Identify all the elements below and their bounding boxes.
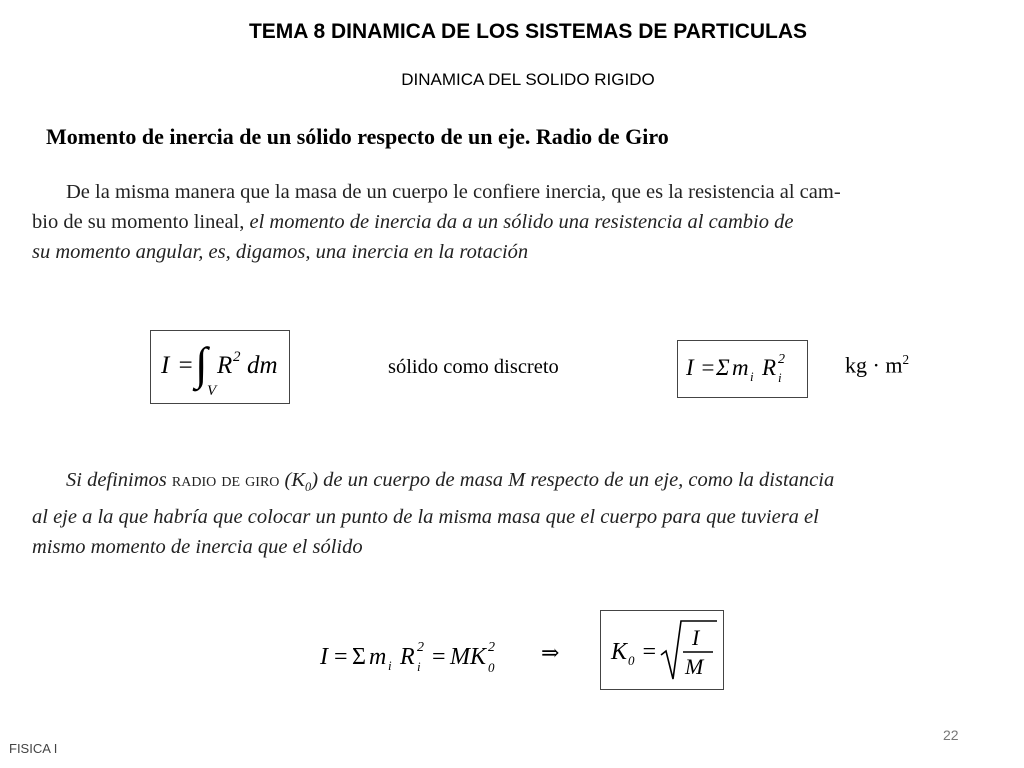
radius-line-1-b: ( (279, 469, 292, 491)
intro-line-2-normal: bio de su momento lineal, (32, 211, 250, 233)
discrete-r-exponent: 2 (778, 352, 785, 367)
bottom-equals-2: = (432, 644, 446, 670)
bottom-sum-sign: Σ (352, 644, 366, 670)
discrete-r: R (762, 355, 777, 380)
radius-of-gyration-formula (601, 611, 723, 689)
k0-equals: = (641, 639, 658, 665)
integral-equals: = (177, 352, 194, 379)
radius-line-1 (32, 465, 1000, 502)
radius-line-1-c: ) de un cuerpo de masa M respecto de un eje, como la distancia (311, 469, 835, 491)
radius-k-sub: 0 (305, 480, 312, 495)
integral-formula (151, 331, 289, 403)
intro-line-1: De la misma manera que la masa de un cuerpo le confiere inercia, que es la resistencia al cam- (66, 181, 841, 203)
bottom-m-sub: i (388, 658, 392, 673)
units-exponent: 2 (902, 352, 910, 367)
bottom-r-exponent: 2 (417, 640, 424, 655)
footer-course-label: FISICA I (9, 741, 58, 756)
discrete-m-sub: i (750, 369, 754, 384)
discrete-equals: = (700, 355, 716, 380)
bottom-mk: MK (450, 644, 486, 670)
sqrt-denominator: M (685, 654, 704, 679)
section-heading: Momento de inercia de un sólido respecto de un eje. Radio de Giro (46, 124, 669, 149)
intro-line-2 (32, 207, 1000, 237)
radius-equation-svg (318, 636, 548, 680)
integral-dm: dm (247, 352, 278, 379)
radius-k: K (291, 469, 306, 491)
radius-equation (318, 636, 548, 687)
units-kg: kg (845, 352, 867, 378)
radius-line-3: mismo momento de inercia que el sólido (32, 536, 363, 559)
slide-subtitle: DINAMICA DEL SOLIDO RIGIDO (401, 70, 655, 89)
bottom-r: R (400, 644, 415, 670)
page-number: 22 (943, 727, 959, 743)
units-dot: · (872, 352, 880, 378)
discrete-formula-box (677, 340, 808, 398)
sqrt-numerator: I (692, 625, 700, 650)
discrete-lhs: I (686, 355, 694, 380)
discrete-r-sub: i (778, 370, 782, 385)
units-m: m (885, 352, 903, 378)
integral-exponent: 2 (233, 349, 241, 365)
intro-paragraph (32, 177, 1000, 267)
k0-symbol: K (611, 639, 628, 665)
slide-title: TEMA 8 DINAMICA DE LOS SISTEMAS DE PARTICULAS (248, 20, 808, 43)
radius-of-gyration-box (600, 610, 724, 690)
solid-discrete-label: sólido como discreto (388, 356, 559, 378)
integral-r: R (217, 352, 233, 379)
bottom-equals-1: = (334, 644, 348, 670)
integral-sign: ∫ (195, 338, 208, 389)
bottom-k-sub: 0 (488, 660, 495, 675)
integral-formula-box (150, 330, 290, 404)
discrete-m: m (732, 355, 749, 380)
intro-line-2-italic: el momento de inercia da a un sólido una resistencia al cambio de (249, 211, 794, 233)
radius-term: radio de giro (171, 469, 280, 491)
discrete-formula (678, 341, 807, 397)
discrete-sum-sign: Σ (716, 355, 730, 380)
k0-sub: 0 (628, 653, 635, 668)
bottom-r-sub: i (417, 659, 421, 674)
integral-lhs: I (161, 352, 170, 379)
radius-line-2: al eje a la que habría que colocar un punto de la misma masa que el cuerpo para que tuviera el (32, 506, 819, 529)
radius-line-1-a: Si definimos (66, 469, 172, 491)
bottom-k-exponent: 2 (488, 640, 495, 655)
bottom-m: m (369, 644, 387, 670)
radius-paragraph (32, 465, 1000, 562)
intro-line-3: su momento angular, es, digamos, una inercia en la rotación (32, 241, 529, 263)
integral-lower-limit: V (207, 383, 217, 399)
implies-arrow-icon: ⇒ (541, 640, 560, 665)
units-label (845, 352, 909, 378)
bottom-lhs: I (320, 644, 328, 670)
